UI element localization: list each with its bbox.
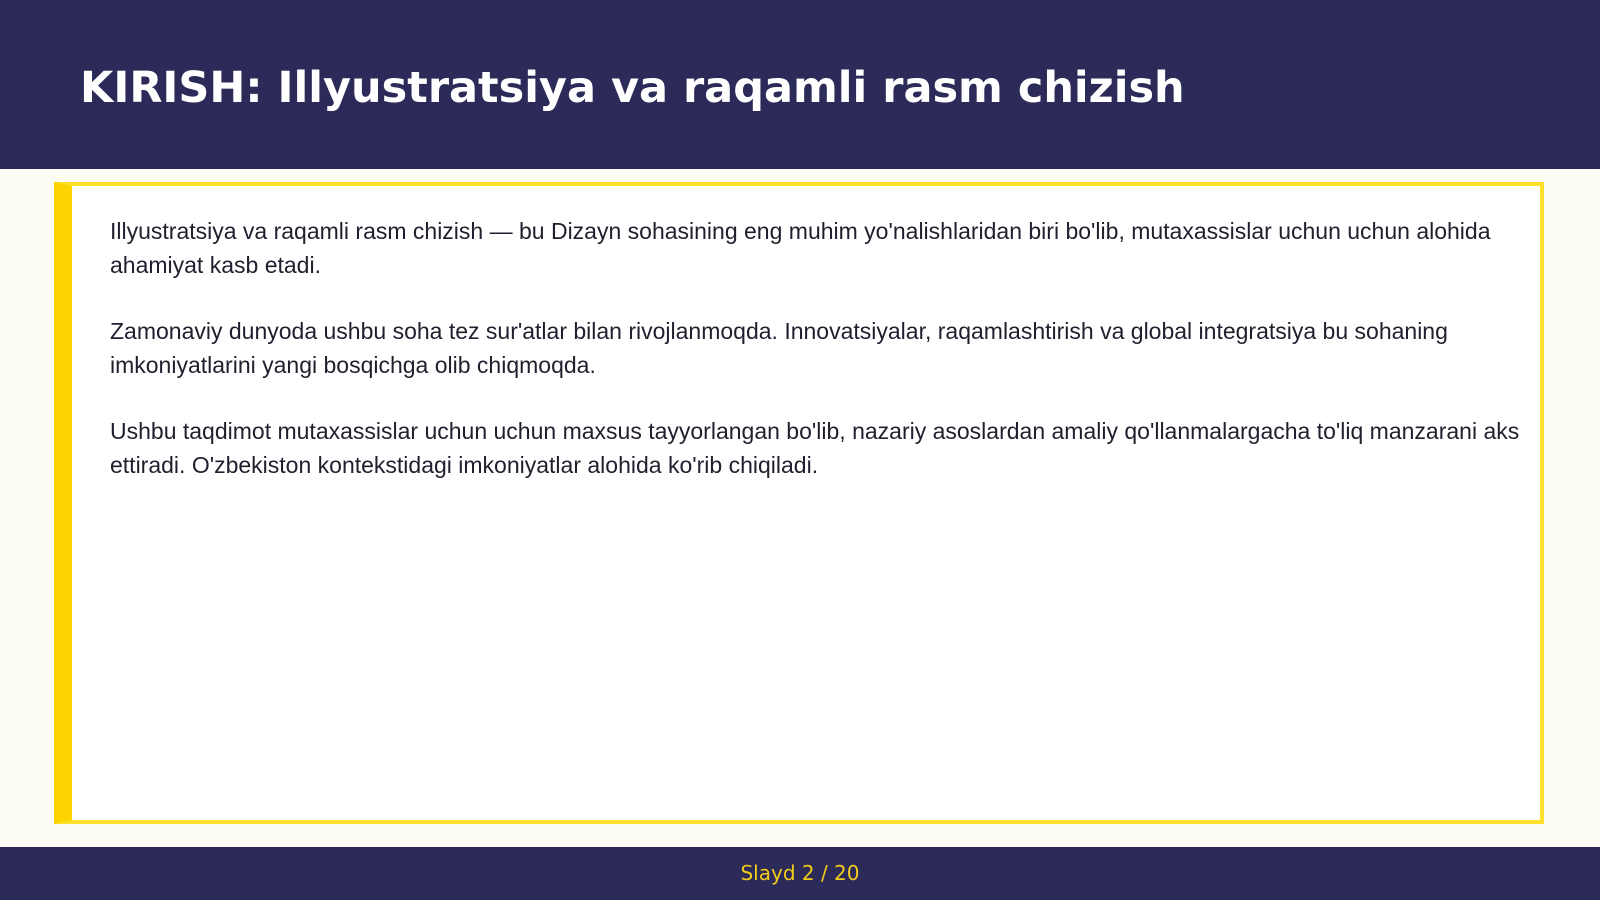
intro-paragraph-1: Illyustratsiya va raqamli rasm chizish — bu Dizayn sohasining eng muhim yo'nalishlaridan biri bo'lib, mutaxassislar uchun uchun alohida ahamiyat kasb etadi. <box>110 218 1491 278</box>
slide-title: KIRISH: Illyustratsiya va raqamli rasm chizish <box>80 63 1185 113</box>
slide-counter: Slayd 2 / 20 <box>740 861 860 885</box>
intro-paragraph-3: Ushbu taqdimot mutaxassislar uchun uchun maxsus tayyorlangan bo'lib, nazariy asoslardan amaliy qo'llanmalargacha to'liq manzarani aks ettiradi. O'zbekiston kontekstidagi imkoniyatlar alohida ko'rib chiqiladi. <box>110 418 1520 478</box>
slide-footer <box>0 847 1600 900</box>
slide-header <box>0 0 1600 169</box>
intro-paragraph-2: Zamonaviy dunyoda ushbu soha tez sur'atlar bilan rivojlanmoqda. Innovatsiyalar, raqamlashtirish va global integratsiya bu sohaning imkoniyatlarini yangi bosqichga olib chiqmoqda. <box>110 318 1448 378</box>
content-card <box>54 182 1544 824</box>
